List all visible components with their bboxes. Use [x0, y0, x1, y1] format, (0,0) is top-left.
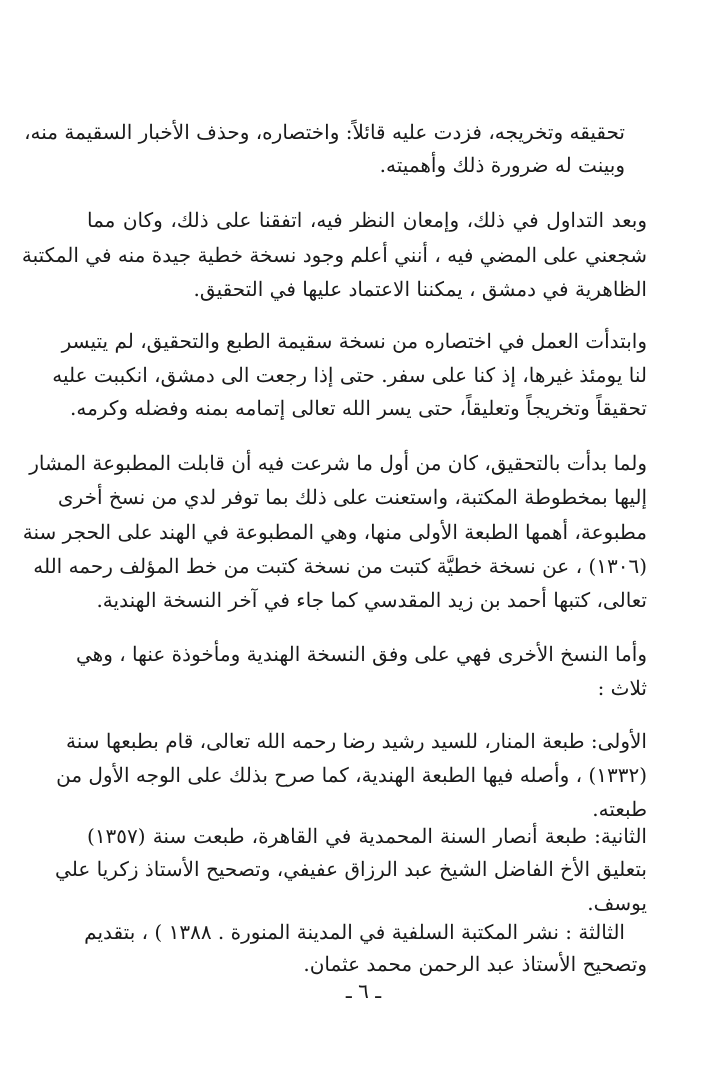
text-line: يوسف. — [587, 891, 647, 915]
text-line: تحقيقه وتخريجه، فزدت عليه قائلاً: واختصاره، وحذف الأخبار السقيمة منه، — [24, 120, 625, 144]
text-line: لنا يومئذ غيرها، إذ كنا على سفر. حتى إذا رجعت الى دمشق، انكببت عليه — [52, 363, 647, 387]
text-line: طبعته. — [592, 797, 647, 821]
text-line: تعالى، كتبها أحمد بن زيد المقدسي كما جاء في آخر النسخة الهندية. — [96, 588, 647, 612]
text-line: وبينت له ضرورة ذلك وأهميته. — [379, 153, 625, 177]
text-line: بتعليق الأخ الفاضل الشيخ عبد الرزاق عفيفي، وتصحيح الأستاذ زكريا علي — [55, 857, 647, 881]
text-line: الثانية: طبعة أنصار السنة المحمدية في القاهرة، طبعت سنة (١٣٥٧) — [87, 824, 647, 848]
text-line: وتصحيح الأستاذ عبد الرحمن محمد عثمان. — [303, 952, 647, 976]
text-line: الأولى: طبعة المنار، للسيد رشيد رضا رحمه الله تعالى، قام بطبعها سنة — [66, 729, 647, 753]
text-line: تحقيقاً وتخريجاً وتعليقاً، حتى يسر الله تعالى إتمامه بمنه وفضله وكرمه. — [70, 396, 647, 420]
text-line: وابتدأت العمل في اختصاره من نسخة سقيمة الطبع والتحقيق، لم يتيسر — [61, 329, 647, 353]
text-line: وأما النسخ الأخرى فهي على وفق النسخة الهندية ومأخوذة عنها ، وهي — [76, 642, 647, 666]
text-line: ثلاث : — [597, 676, 647, 700]
text-line: الثالثة : نشر المكتبة السلفية في المدينة المنورة . ١٣٨٨ ) ، بتقديم — [84, 920, 625, 944]
text-line: (١٣٠٦) ، عن نسخة خطيَّة كتبت من نسخة كتبت من خط المؤلف رحمه الله — [33, 554, 647, 578]
text-line: الظاهرية في دمشق ، يمكننا الاعتماد عليها في التحقيق. — [193, 277, 647, 301]
text-line: مطبوعة، أهمها الطبعة الأولى منها، وهي المطبوعة في الهند على الحجر سنة — [22, 520, 647, 544]
text-line: شجعني على المضي فيه ، أنني أعلم وجود نسخة خطية جيدة منه في المكتبة — [21, 243, 647, 267]
page-number: ـ ٦ ـ — [345, 979, 382, 1003]
text-line: ولما بدأت بالتحقيق، كان من أول ما شرعت فيه أن قابلت المطبوعة المشار — [29, 451, 647, 475]
text-line: إليها بمخطوطة المكتبة، واستعنت على ذلك بما توفر لدي من نسخ أخرى — [57, 485, 647, 509]
text-line: وبعد التداول في ذلك، وإمعان النظر فيه، اتفقنا على ذلك، وكان مما — [87, 208, 647, 232]
text-line: (١٣٣٢) ، وأصله فيها الطبعة الهندية، كما صرح بذلك على الوجه الأول من — [56, 763, 647, 787]
